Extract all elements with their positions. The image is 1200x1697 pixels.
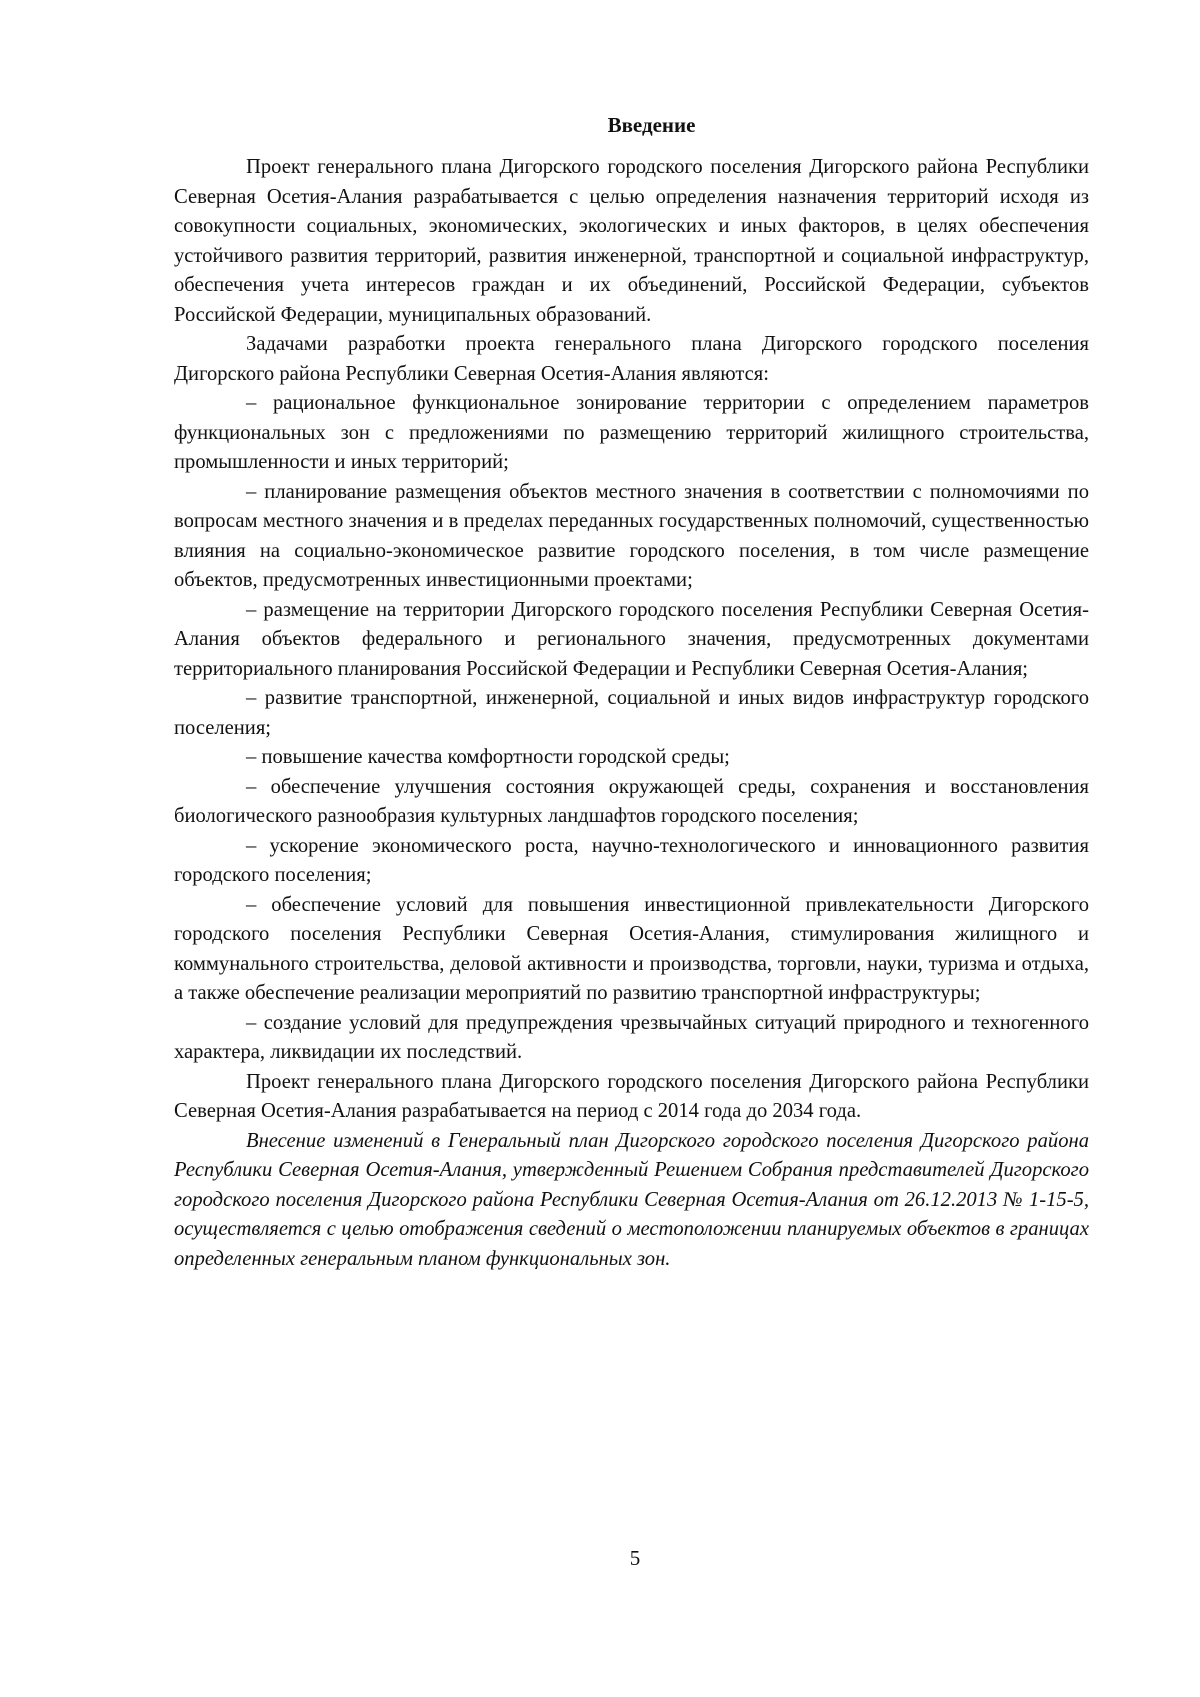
- task-item: – обеспечение улучшения состояния окружающей среды, сохранения и восстановления биологического разнообразия культурных ландшафтов городского поселения;: [174, 775, 1089, 827]
- task-item: – развитие транспортной, инженерной, социальной и иных видов инфраструктур городского поселения;: [174, 687, 1089, 739]
- intro-paragraph: Проект генерального плана Дигорского городского поселения Дигорского района Республики Северная Осетия-Алания разрабатывается с целью определения назначения территорий исходя из совокупности социальных, экономических, экологических и иных факторов, в целях обеспечения устойчивого развития территорий, развития инженерной, транспортной и социальной инфраструктур, обеспечения учета интересов граждан и их объединений, Российской Федерации, субъектов Российской Федерации, муниципальных образований.: [174, 156, 1089, 326]
- task-item: – обеспечение условий для повышения инвестиционной привлекательности Дигорского городского поселения Республики Северная Осетия-Алания, стимулирования жилищного и коммунального строительства, деловой активности и производства, торговли, науки, туризма и отдыха, а также обеспечение реализации мероприятий по развитию транспортной инфраструктуры;: [174, 893, 1089, 1004]
- task-item: – планирование размещения объектов местного значения в соответствии с полномочиями по вопросам местного значения и в пределах переданных государственных полномочий, существенностью влияния на социально-экономическое развитие городского поселения, в том числе размещение объектов, предусмотренных инвестиционными проектами;: [174, 480, 1089, 591]
- tasks-list: [174, 389, 1089, 1068]
- task-item: – повышение качества комфортности городской среды;: [246, 746, 730, 768]
- task-item: – рациональное функциональное зонирование территории с определением параметров функциональных зон с предложениями по размещению территорий жилищного строительства, промышленности и иных территорий;: [174, 392, 1089, 473]
- period-paragraph: Проект генерального плана Дигорского городского поселения Дигорского района Республики Северная Осетия-Алания разрабатывается на период с 2014 года до 2034 года.: [174, 1070, 1089, 1122]
- amendment-note: Внесение изменений в Генеральный план Дигорского городского поселения Дигорского района Республики Северная Осетия-Алания, утвержденный Решением Собрания представителей Дигорского городского поселения Дигорского района Республики Северная Осетия-Алания от 26.12.2013 № 1-15-5, осуществляется с целью отображения сведений о местоположении планируемых объектов в границах определенных генеральным планом функциональных зон.: [174, 1129, 1089, 1270]
- tasks-intro-paragraph: Задачами разработки проекта генерального плана Дигорского городского поселения Дигорского района Республики Северная Осетия-Алания являются:: [174, 333, 1089, 385]
- section-title: Введение: [607, 113, 696, 137]
- task-item: – ускорение экономического роста, научно-технологического и инновационного развития городского поселения;: [174, 834, 1089, 886]
- task-item: – создание условий для предупреждения чрезвычайных ситуаций природного и техногенного характера, ликвидации их последствий.: [174, 1011, 1089, 1063]
- task-item: – размещение на территории Дигорского городского поселения Республики Северная Осетия-Алания объектов федерального и регионального значения, предусмотренных документами территориального планирования Российской Федерации и Республики Северная Осетия-Алания;: [174, 598, 1089, 680]
- page-number: 5: [629, 1546, 641, 1570]
- document-page: [174, 110, 1089, 1274]
